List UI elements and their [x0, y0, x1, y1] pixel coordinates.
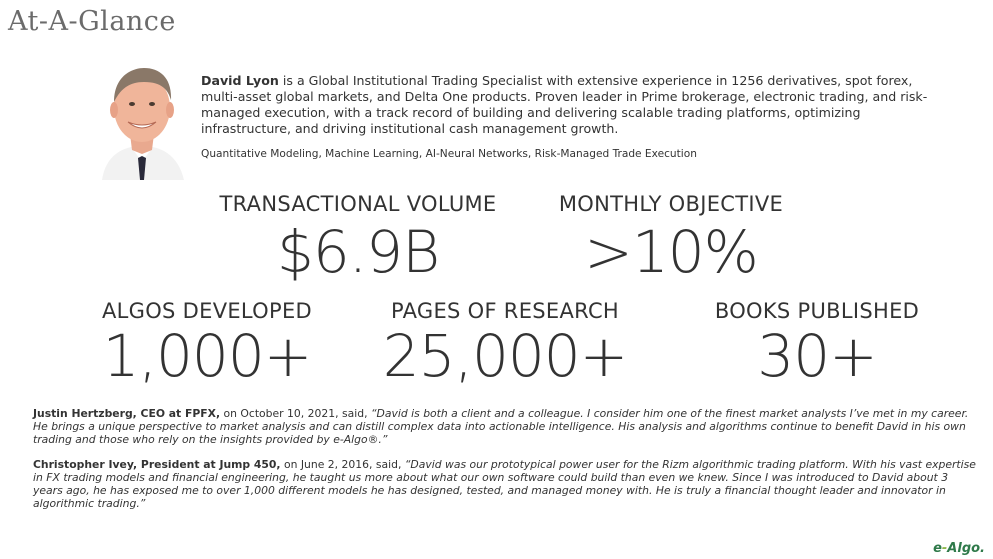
profile-name: David Lyon: [201, 73, 279, 88]
stat-value-transactional-volume: $6.9B: [276, 218, 440, 286]
profile-bio: [201, 73, 931, 137]
stat-value-algos-developed: 1,000+: [102, 322, 312, 390]
e-algo-logo: [933, 541, 985, 556]
stat-label-transactional-volume: TRANSACTIONAL VOLUME: [219, 192, 497, 216]
stat-value-monthly-objective: >10%: [584, 218, 758, 286]
testimonial-intro: on October 10, 2021, said,: [220, 407, 371, 420]
stat-label-monthly-objective: MONTHLY OBJECTIVE: [558, 192, 784, 216]
testimonial-text: “David was our prototypical power user for the Rizm algorithmic trading platform. With his vast expertise in FX trading models and financial engineering, he taught us more about what our own software could build than even we knew. Since I was introduced to David about 3 years ago, he has exposed me to over 1,000 different models he has designed, tested, and managed money with. He is truly a financial thought leader and innovator in algorithmic trading.”: [33, 458, 976, 510]
stat-label-books-published: BOOKS PUBLISHED: [714, 299, 920, 323]
profile-photo: [96, 62, 188, 180]
testimonial: [33, 458, 978, 510]
testimonial-text: “David is both a client and a colleague. I consider him one of the finest market analysts I’ve met in my career. He brings a unique perspective to market analysis and can distill complex data into actionable intelligence. His analysis and algorithms continue to benefit David in his own trading and those who rely on the insights provided by e-Algo®.”: [33, 407, 969, 446]
logo-prefix: e: [933, 541, 942, 556]
stat-value-books-published: 30+: [757, 322, 877, 390]
testimonial-author: Justin Hertzberg, CEO at FPFX,: [33, 407, 221, 420]
page-title: At-A-Glance: [8, 6, 176, 37]
testimonial: [33, 407, 978, 446]
stat-value-pages-of-research: 25,000+: [382, 322, 628, 390]
logo-dash: -: [941, 541, 948, 556]
profile-skills: Quantitative Modeling, Machine Learning, AI-Neural Networks, Risk-Managed Trade Execution: [201, 148, 697, 160]
stat-label-algos-developed: ALGOS DEVELOPED: [101, 299, 313, 323]
logo-suffix: Algo.: [947, 541, 985, 556]
testimonial-author: Christopher Ivey, President at Jump 450,: [33, 458, 281, 471]
stat-label-pages-of-research: PAGES OF RESEARCH: [390, 299, 620, 323]
profile-bio-text: is a Global Institutional Trading Specialist with extensive experience in 1256 derivatives, spot forex, multi-asset global markets, and Delta One products. Proven leader in Prime brokerage, electronic trading, and risk-managed execution, with a track record of building and delivering scalable trading platforms, optimizing infrastructure, and driving institutional cash management growth.: [201, 73, 928, 136]
testimonial-intro: on June 2, 2016, said,: [280, 458, 405, 471]
